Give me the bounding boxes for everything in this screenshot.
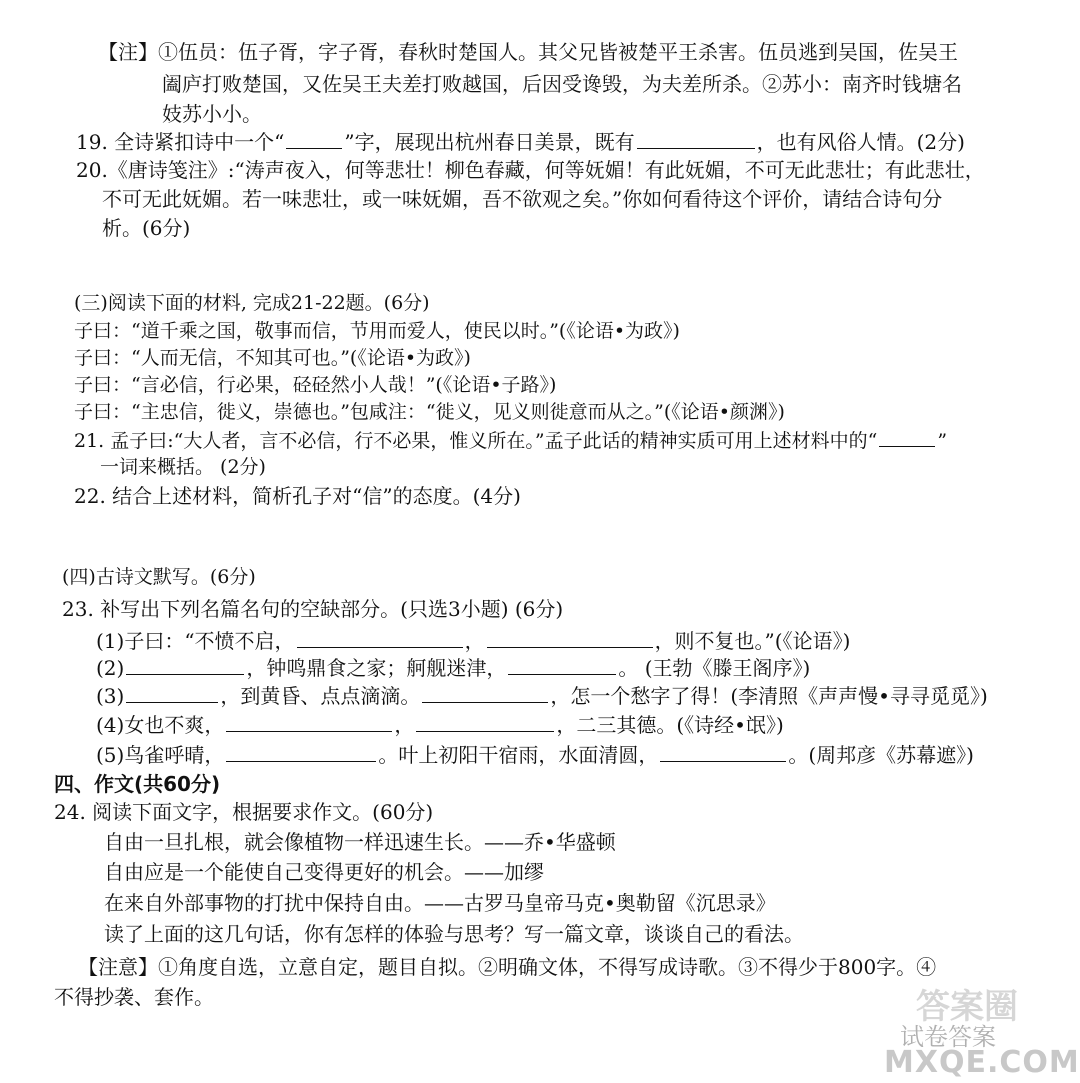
q23-item-5-b: 。叶上初阳干宿雨，水面清圆， — [378, 743, 659, 767]
q23-item-1-c: ，则不复也。”(《论语》) — [654, 629, 851, 653]
watermark-logo-text: 答案圈 — [916, 987, 1018, 1027]
q23-item-5-a: (5)鸟雀呼晴， — [96, 743, 225, 767]
q21-text-a: 21. 孟子曰:“大人者，言不必信，行不必果，惟义所在。”孟子此话的精神实质可用上述材料中的“ — [74, 430, 878, 452]
q23-item-2 — [96, 656, 810, 680]
q23-item-5-blank-1 — [226, 743, 376, 762]
section-3-quote-2: 子曰：“人而无信，不知其可也。”(《论语•为政》) — [74, 347, 471, 369]
q23-item-1-blank-1 — [297, 629, 463, 648]
q19-text-a: 19. 全诗紧扣诗中一个“ — [76, 130, 285, 154]
question-21-line-2: 一词来概括。 (2分) — [100, 456, 266, 478]
q23-item-4-c: ，二三其德。(《诗经•氓》) — [556, 713, 784, 737]
question-23: 23. 补写出下列名篇名句的空缺部分。(只选3小题) (6分) — [62, 597, 564, 621]
question-21-line-1 — [74, 428, 947, 453]
q23-item-4-b: ， — [394, 713, 415, 737]
q23-item-1-blank-2 — [487, 629, 653, 648]
q23-item-3-a: (3) — [96, 684, 125, 708]
q23-item-2-c: 。 (王勃《滕王阁序》) — [618, 656, 811, 680]
note-line-2: 阖庐打败楚国，又佐吴王夫差打败越国，后因受谗毁，为夫差所杀。②苏小：南齐时钱塘名 — [162, 72, 962, 96]
section-3-heading: (三)阅读下面的材料, 完成21-22题。(6分) — [74, 292, 430, 314]
q21-text-b: ” — [937, 430, 948, 452]
section-3-quote-1: 子曰：“道千乘之国，敬事而信，节用而爱人，使民以时。”(《论语•为政》) — [74, 320, 680, 342]
section-3-quote-3: 子曰：“言必信，行必果，硁硁然小人哉！”(《论语•子路》) — [74, 374, 557, 396]
section-3-quote-4: 子曰：“主忠信，徙义，崇德也。”包咸注：“徙义，见义则徙意而从之。”(《论语•颜渊》) — [74, 401, 785, 423]
q23-item-2-b: ，钟鸣鼎食之家；舸舰迷津， — [246, 656, 507, 680]
question-20-line-2: 不可无此妩媚。若一味悲壮，或一味妩媚，吾不欲观之矣。”你如何看待这个评价，请结合诗句分 — [102, 187, 943, 211]
q19-blank-2 — [637, 130, 755, 149]
quote-3: 在来自外部事物的打扰中保持自由。——古罗马皇帝马克•奥勒留《沉思录》 — [104, 891, 776, 915]
q21-blank — [879, 428, 935, 447]
essay-note-line-2: 不得抄袭、套作。 — [54, 985, 214, 1009]
q23-item-1-a: (1)子曰：“不愤不启， — [96, 629, 295, 653]
q23-item-4 — [96, 713, 784, 737]
part-4-heading: 四、作文(共60分) — [54, 772, 221, 796]
q23-item-5 — [96, 743, 974, 767]
note-line-3: 妓苏小小。 — [162, 102, 262, 126]
question-22: 22. 结合上述材料，简析孔子对“信”的态度。(4分) — [74, 484, 521, 508]
watermark — [876, 979, 1080, 1080]
q23-item-4-blank-2 — [416, 713, 554, 732]
q23-item-1 — [96, 629, 850, 653]
q19-text-b: ”字，展现出杭州春日美景，既有 — [344, 130, 635, 154]
quote-1: 自由一旦扎根，就会像植物一样迅速生长。——乔•华盛顿 — [104, 830, 616, 854]
q19-blank-1 — [286, 130, 342, 149]
quote-2: 自由应是一个能使自己变得更好的机会。——加缪 — [104, 860, 544, 884]
question-20-line-3: 析。(6分) — [102, 216, 191, 240]
section-4-heading: (四)古诗文默写。(6分) — [62, 566, 256, 588]
q23-item-5-c: 。(周邦彦《苏幕遮》) — [788, 743, 974, 767]
q19-text-c: ，也有风俗人情。(2分) — [756, 130, 965, 154]
q23-item-2-blank-1 — [126, 656, 244, 675]
q23-item-3-blank-2 — [422, 684, 548, 703]
question-24: 24. 阅读下面文字，根据要求作文。(60分) — [54, 800, 434, 824]
question-19 — [76, 130, 965, 154]
question-20-line-1: 20.《唐诗笺注》:“涛声夜入，何等悲壮！柳色春藏，何等妩媚！有此妩媚，不可无此悲壮；有此悲壮， — [76, 158, 985, 182]
q23-item-3-c: ，怎一个愁字了得！(李清照《声声慢•寻寻觅觅》) — [550, 684, 988, 708]
note-line-1: 【注】①伍员：伍子胥，字子胥，春秋时楚国人。其父兄皆被楚平王杀害。伍员逃到吴国，佐吴王 — [98, 40, 958, 64]
q23-item-4-blank-1 — [226, 713, 392, 732]
q23-item-2-blank-2 — [508, 656, 616, 675]
essay-prompt: 读了上面的这几句话，你有怎样的体验与思考？写一篇文章，谈谈自己的看法。 — [104, 922, 804, 946]
q23-item-4-a: (4)女也不爽， — [96, 713, 225, 737]
q23-item-2-a: (2) — [96, 656, 125, 680]
q23-item-3 — [96, 684, 988, 708]
q23-item-1-b: ， — [464, 629, 485, 653]
essay-note-line-1: 【注意】①角度自选，立意自定，题目自拟。②明确文体，不得写成诗歌。③不得少于800字。④ — [78, 955, 937, 979]
q23-item-3-b: ，到黄昏、点点滴滴。 — [220, 684, 421, 708]
watermark-url: MXQE.COM — [884, 1045, 1080, 1080]
watermark-subtitle: 试卷答案 — [900, 1023, 996, 1051]
q23-item-3-blank-1 — [126, 684, 218, 703]
q23-item-5-blank-2 — [660, 743, 786, 762]
